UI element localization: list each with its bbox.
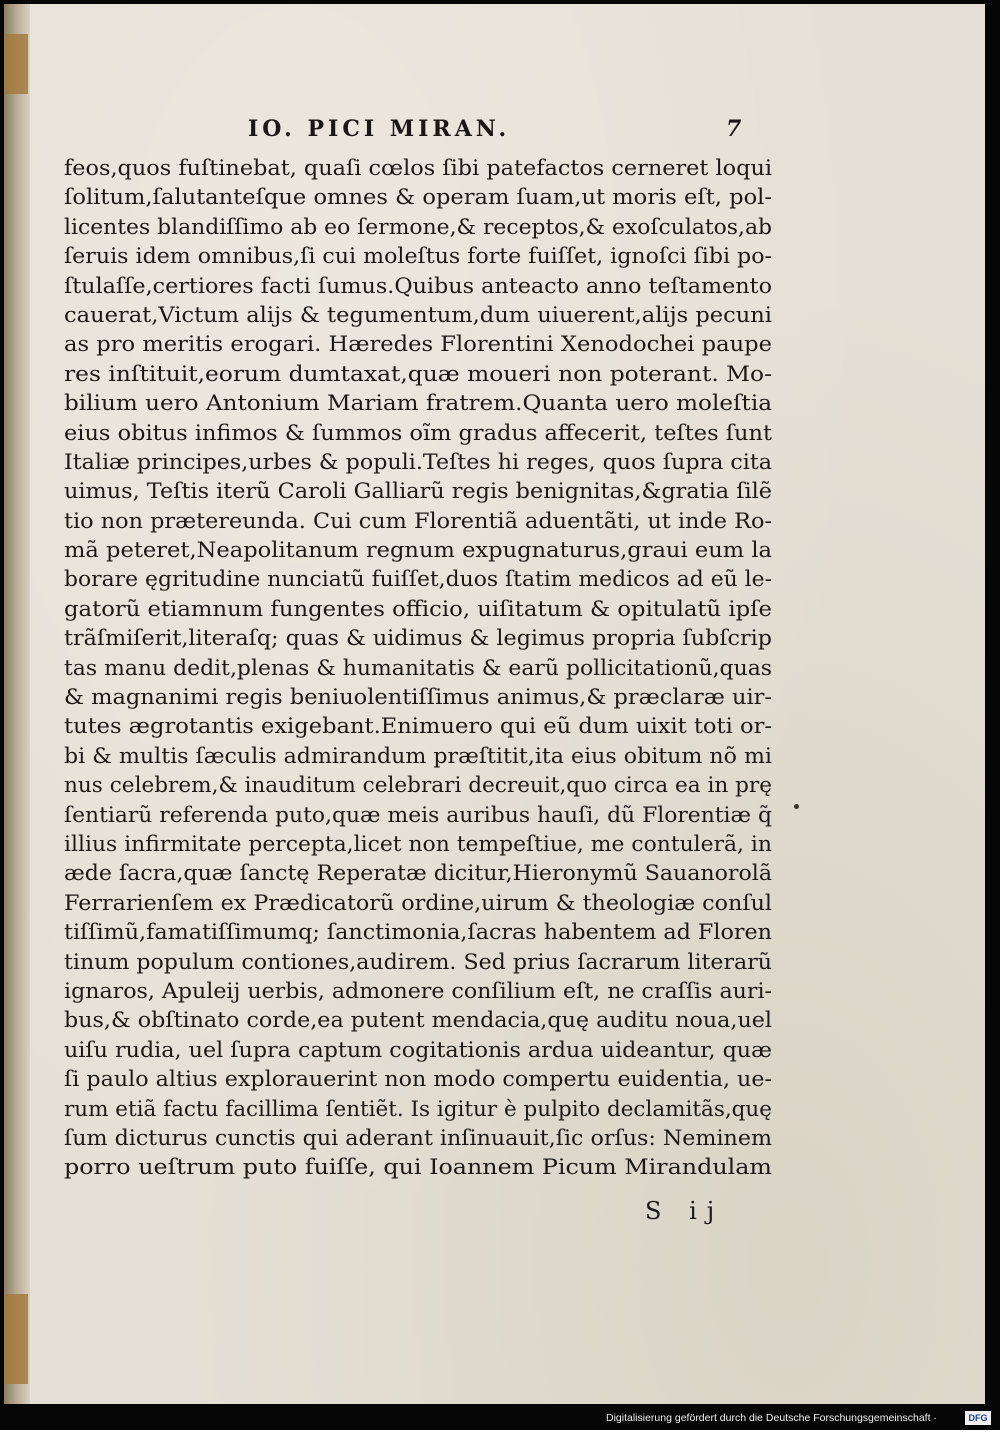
text-line: tinum populum contiones,audirem. Sed prius ſacrarum literarũ xyxy=(64,949,772,975)
text-line: ſolitum,ſalutanteſque omnes & operam ſuam,ut moris eſt, pol- xyxy=(64,185,772,211)
text-line: borare ęgritudine nunciatũ fuiſſet,duos ſtatim medicos ad eũ le- xyxy=(64,567,772,593)
text-line: porro ueſtrum puto fuiſſe, qui Ioannem Picum Mirandulam xyxy=(64,1155,772,1181)
text-line: Ferrarienſem ex Prædicatorũ ordine,uirum & theologiæ conſul xyxy=(64,890,772,916)
text-line: feos,quos fuſtinebat, quaſi cœlos ſibi patefactos cerneret loqui xyxy=(64,156,772,181)
text-line: uimus, Teſtis iterũ Caroli Galliarũ regis benignitas,&gratia ſilẽ xyxy=(64,479,772,505)
text-line: æde ſacra,quæ ſanctę Reperatæ dicitur,Hieronymũ Sauanorolã xyxy=(64,861,772,887)
text-line: bilium uero Antonium Mariam fratrem.Quanta uero moleſtia xyxy=(64,391,772,417)
scanned-page xyxy=(4,4,985,1404)
dfg-logo: DFG xyxy=(965,1411,991,1425)
text-line: nus celebrem,& inauditum celebrari decreuit,quo circa ea in prę xyxy=(64,773,772,799)
page-edge-stain xyxy=(4,1294,28,1384)
text-line: ſi paulo altius explorauerint non modo compertu euidentia, ue- xyxy=(64,1067,772,1093)
page-gutter-shadow xyxy=(4,4,30,1404)
page-header xyxy=(4,116,985,146)
text-line: tio non prætereunda. Cui cum Florentiã aduentãti, ut inde Ro- xyxy=(64,508,772,534)
text-line: ſentiarũ referenda puto,quæ meis auribus hauſi, dũ Florentiæ q̃ xyxy=(64,802,772,828)
digitization-credit: Digitalisierung gefördert durch die Deutsche Forschungsgemeinschaft · xyxy=(606,1412,937,1424)
text-line: tutes ægrotantis exigebant.Enimuero qui eũ dum uixit toti or- xyxy=(64,714,772,740)
ink-speck xyxy=(794,804,799,809)
text-line: gatorũ etiamnum fungentes officio, uiſitatum & opitulatũ ipſe xyxy=(64,596,772,622)
text-line: mã peteret,Neapolitanum regnum expugnaturus,graui eum la xyxy=(64,538,772,564)
text-line: ſtulaſſe,certiores facti ſumus.Quibus anteacto anno teſtamento xyxy=(64,273,772,299)
text-line: ſum dicturus cunctis qui aderant inſinuauit,ſic orſus: Neminem xyxy=(64,1125,772,1151)
text-line: rum etiã factu facillima ſentiẽt. Is igitur è pulpito declamitãs,quę xyxy=(64,1096,772,1122)
body-text xyxy=(64,154,774,1183)
text-line: licentes blandiſſimo ab eo ſermone,& receptos,& exoſculatos,ab xyxy=(64,214,772,240)
text-line: ſeruis idem omnibus,ſi cui moleſtus forte fuiſſet, ignoſci ſibi po- xyxy=(64,244,772,270)
text-line: Italiæ principes,urbes & populi.Teſtes hi reges, quos ſupra cita xyxy=(64,449,772,475)
text-line: bi & multis ſæculis admirandum præſtitit,ita eius obitum nõ mi xyxy=(64,743,772,769)
text-line: illius infirmitate percepta,licet non tempeſtiue, me contulerã, in xyxy=(64,831,772,857)
signature-mark: S ij xyxy=(645,1197,725,1225)
text-line: res inſtituit,eorum dumtaxat,quæ moueri non poterant. Mo- xyxy=(64,361,772,387)
text-line: ignaros, Apuleij uerbis, admonere conſilium eſt, ne craſſis auri- xyxy=(64,978,772,1004)
running-head: IO. PICI MIRAN. xyxy=(248,116,511,142)
text-line: cauerat,Victum alijs & tegumentum,dum uiuerent,alijs pecuni xyxy=(64,302,772,328)
text-line: bus,& obſtinato corde,ea putent mendacia,quę auditu noua,uel xyxy=(64,1008,772,1034)
text-line: trãſmiſerit,literaſq; quas & uidimus & legimus propria ſubſcrip xyxy=(64,626,772,652)
folio-number: 7 xyxy=(726,116,742,142)
text-line: & magnanimi regis beniuolentiſſimus animus,& præclaræ uir- xyxy=(64,685,772,711)
text-line: tiſſimũ,famatiſſimumq; ſanctimonia,ſacras habentem ad Floren xyxy=(64,920,772,946)
page-edge-stain xyxy=(4,34,28,94)
text-line: as pro meritis erogari. Hæredes Florentini Xenodochei paupe xyxy=(64,332,773,358)
text-line: tas manu dedit,plenas & humanitatis & earũ pollicitationũ,quas xyxy=(64,655,773,681)
text-line: uiſu rudia, uel ſupra captum cogitationis ardua uideantur, quæ xyxy=(64,1037,772,1063)
text-line: eius obitus infimos & ſummos oı̃m gradus affecerit, teſtes ſunt xyxy=(64,420,772,446)
